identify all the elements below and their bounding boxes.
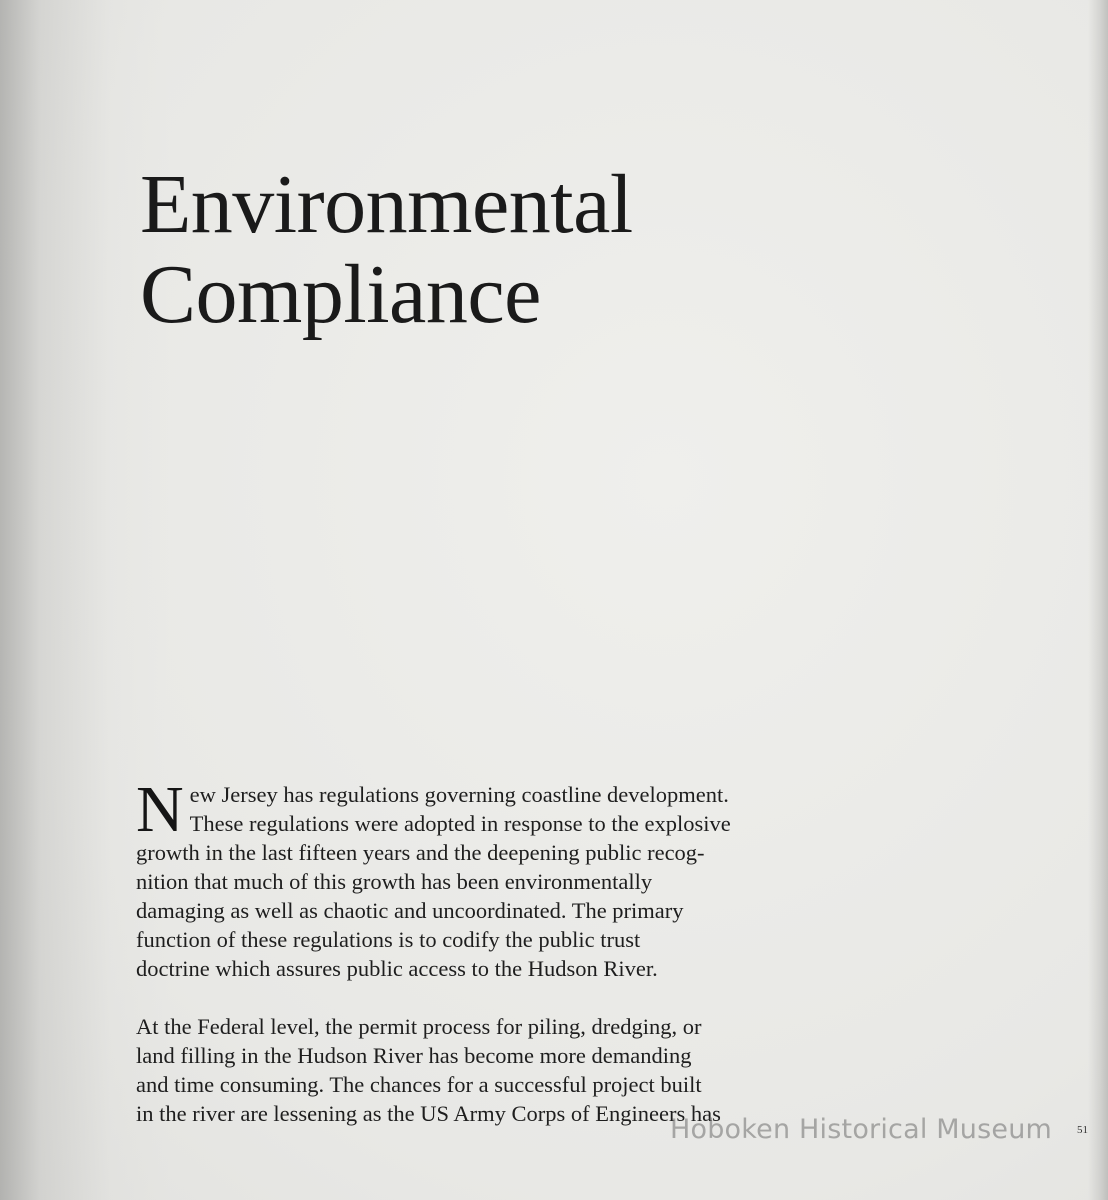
paragraph-1-line: ew Jersey has regulations governing coastline development. bbox=[189, 782, 729, 807]
paragraph-2-line: land filling in the Hudson River has become more demanding bbox=[136, 1043, 692, 1068]
paragraph-1-line: nition that much of this growth has been environmentally bbox=[136, 869, 653, 894]
paragraph-1-line: These regulations were adopted in response to the explosive bbox=[189, 811, 731, 836]
body-text bbox=[136, 773, 836, 1128]
paragraph-1-line: damaging as well as chaotic and uncoordinated. The primary bbox=[136, 898, 684, 923]
paragraph-1-line: growth in the last fifteen years and the deepening public recog- bbox=[136, 840, 705, 865]
paragraph-2-line: and time consuming. The chances for a successful project built bbox=[136, 1072, 702, 1097]
page-title bbox=[140, 160, 633, 340]
page-number: 51 bbox=[1077, 1124, 1088, 1136]
paragraph-1-line: doctrine which assures public access to the Hudson River. bbox=[136, 956, 658, 981]
paragraph-2-line: in the river are lessening as the US Army Corps of Engineers has bbox=[136, 1101, 721, 1126]
drop-cap: N bbox=[136, 773, 184, 846]
paragraph-2 bbox=[136, 1012, 836, 1128]
page-edge-shadow bbox=[1088, 0, 1108, 1200]
paragraph-2-line: At the Federal level, the permit process for piling, dredging, or bbox=[136, 1014, 702, 1039]
title-line-1: Environmental bbox=[140, 158, 633, 251]
paragraph-1-line: function of these regulations is to codify the public trust bbox=[136, 927, 641, 952]
paragraph-1 bbox=[136, 773, 836, 983]
title-line-2: Compliance bbox=[140, 248, 541, 341]
watermark: Hoboken Historical Museum bbox=[670, 1114, 1053, 1145]
